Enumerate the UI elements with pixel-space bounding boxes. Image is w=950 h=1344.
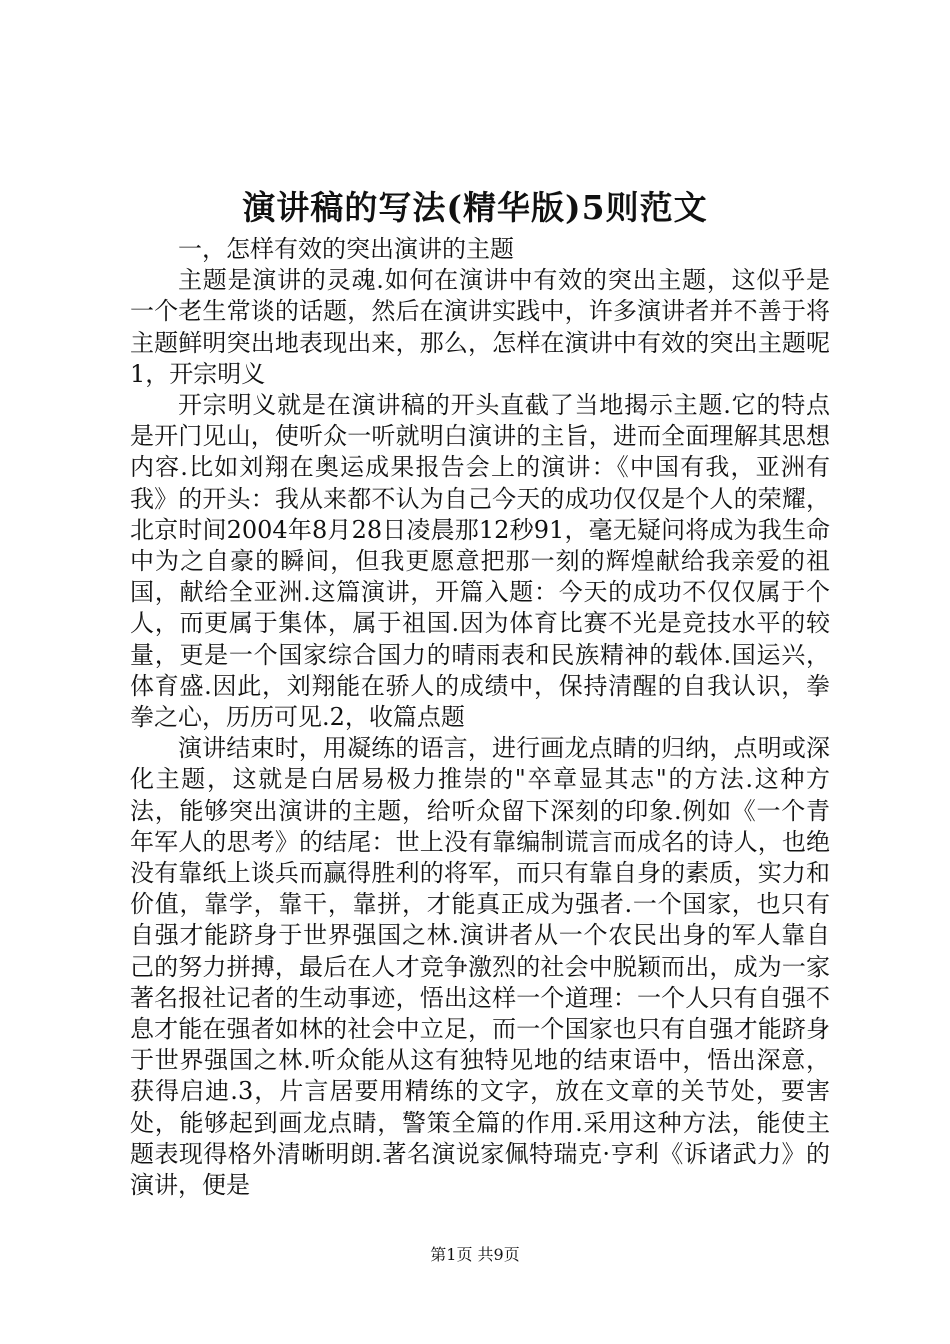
paragraph: 开宗明义就是在演讲稿的开头直截了当地揭示主题.它的特点是开门见山，使听众一听就明白演讲的主旨，进而全面理解其思想内容.比如刘翔在奥运成果报告会上的演讲：《中国有我，亚洲有我》的开头：我从来都不认为自己今天的成功仅仅是个人的荣耀，北京时间2004年8月28日凌晨那12秒91，毫无疑问将成为我生命中为之自豪的瞬间，但我更愿意把那一刻的辉煌献给我亲爱的祖国，献给全亚洲.这篇演讲，开篇入题：今天的成功不仅仅属于个人，而更属于集体，属于祖国.因为体育比赛不光是竞技水平的较量，更是一个国家综合国力的晴雨表和民族精神的载体.国运兴，体育盛.因此，刘翔能在骄人的成绩中，保持清醒的自我认识，拳拳之心，历历可见.2，收篇点题 [130, 391, 830, 732]
paragraph: 主题是演讲的灵魂.如何在演讲中有效的突出主题，这似乎是一个老生常谈的话题，然后在演讲实践中，许多演讲者并不善于将主题鲜明突出地表现出来，那么，怎样在演讲中有效的突出主题呢1，开宗明义 [130, 266, 830, 388]
document-title: 演讲稿的写法(精华版)5则范文 [242, 188, 708, 227]
paragraph: 演讲结束时，用凝练的语言，进行画龙点睛的归纳，点明或深化主题，这就是白居易极力推崇的"卒章显其志"的方法.这种方法，能够突出演讲的主题，给听众留下深刻的印象.例如《一个青年军人的思考》的结尾：世上没有靠编制谎言而成名的诗人，也绝没有靠纸上谈兵而赢得胜利的将军，而只有靠自身的素质，实力和价值，靠学，靠干，靠拼，才能真正成为强者.一个国家，也只有自强才能跻身于世界强国之林.演讲者从一个农民出身的军人靠自己的努力拼搏，最后在人才竞争激烈的社会中脱颖而出，成为一家著名报社记者的生动事迹，悟出这样一个道理：一个人只有自强不息才能在强者如林的社会中立足，而一个国家也只有自强才能跻身于世界强国之林.听众能从这有独特见地的结束语中，悟出深意，获得启迪.3，片言居要用精练的文字，放在文章的关节处，要害处，能够起到画龙点睛，警策全篇的作用.采用这种方法，能使主题表现得格外清晰明朗.著名演说家佩特瑞克·亨利《诉诸武力》的演讲，便是 [130, 734, 830, 1200]
page-footer: 第1页 共9页 [430, 1245, 520, 1264]
document-body [130, 234, 830, 1201]
section-heading: 一，怎样有效的突出演讲的主题 [178, 235, 514, 263]
